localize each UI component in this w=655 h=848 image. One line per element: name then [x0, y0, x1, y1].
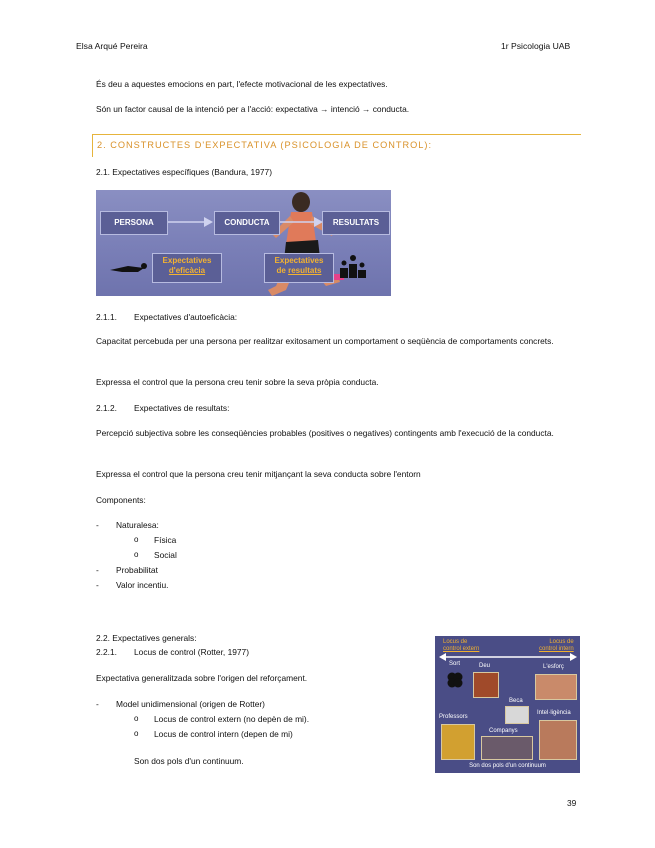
- intelligence-label: Intel·ligència: [537, 710, 571, 716]
- locus-intern-label: [539, 639, 574, 653]
- persona-box: PERSONA: [100, 211, 168, 235]
- bandura-figure: [96, 190, 391, 296]
- header-author: Elsa Arqué Pereira: [76, 41, 148, 51]
- locus-extern: Locus de control extern (no depèn de mi).: [154, 714, 310, 724]
- locus-intern-line-2: control intern: [539, 646, 574, 652]
- figure-caption: Son dos pols d'un continuum: [469, 763, 546, 769]
- classmates-image: [481, 736, 533, 760]
- conducta-box: CONDUCTA: [214, 211, 280, 235]
- page-number: 39: [567, 798, 577, 808]
- intro-paragraph-1: És deu a aquestes emocions en part, l'efecte motivacional de les expectatives.: [96, 79, 388, 89]
- results-line-2-prefix: de: [276, 266, 289, 275]
- companys-label: Companys: [489, 728, 518, 734]
- list-dash: -: [96, 520, 99, 530]
- list-dash: -: [96, 565, 99, 575]
- list-dash: -: [96, 699, 99, 709]
- effort-image: [535, 674, 577, 700]
- continuum-note: Son dos pols d'un continuum.: [134, 756, 244, 766]
- efficacy-expectations-box: [152, 253, 222, 283]
- god-image: [473, 672, 499, 698]
- results-definition: Percepció subjectiva sobre les conseqüències probables (positives o negatives) contingents amb l'execució de la conducta.: [96, 428, 554, 438]
- resultats-box: RESULTATS: [322, 211, 390, 235]
- professors-image: [441, 724, 475, 760]
- beca-label: Beca: [509, 698, 523, 704]
- locus-definition: Expectativa generalitzada sobre l'origen del reforçament.: [96, 673, 308, 683]
- subsection-2-2-heading: 2.2. Expectatives generals:: [96, 633, 197, 643]
- subsection-2-1-heading: 2.1. Expectatives específiques (Bandura, 1977): [96, 167, 272, 177]
- arrow-right-icon: [280, 216, 324, 228]
- subsection-2-2-1-number: 2.2.1.: [96, 647, 117, 657]
- list-subitem-social: Social: [154, 550, 177, 560]
- subsection-2-1-2-number: 2.1.2.: [96, 403, 117, 413]
- list-item-probabilitat: Probabilitat: [116, 565, 158, 575]
- model-unidimensional: Model unidimensional (origen de Rotter): [116, 699, 265, 709]
- self-efficacy-control: Expressa el control que la persona creu tenir sobre la seva pròpia conducta.: [96, 377, 379, 387]
- list-bullet-o: o: [134, 714, 139, 723]
- list-dash: -: [96, 580, 99, 590]
- results-expectations-box: [264, 253, 334, 283]
- sort-label: Sort: [449, 661, 461, 667]
- components-label: Components:: [96, 495, 146, 505]
- list-item-naturalesa: Naturalesa:: [116, 520, 159, 530]
- clover-icon: [445, 670, 465, 690]
- professors-label: Professors: [439, 714, 468, 720]
- deu-label: Deu: [479, 663, 491, 669]
- locus-intern-line-1: Locus de: [549, 639, 574, 645]
- subsection-2-2-1-title: Locus de control (Rotter, 1977): [134, 647, 249, 657]
- intelligence-image: [539, 720, 577, 760]
- locus-extern-line-2: control extern: [443, 646, 480, 652]
- swimmer-icon: [108, 260, 148, 276]
- subsection-2-1-2-title: Expectatives de resultats:: [134, 403, 230, 413]
- list-item-valor-incentiu: Valor incentiu.: [116, 580, 169, 590]
- esforc-label: L'esforç: [543, 664, 564, 670]
- list-bullet-o: o: [134, 550, 139, 559]
- double-arrow-icon: [439, 653, 577, 661]
- efficacy-line-2: d'eficàcia: [168, 266, 206, 275]
- locus-intern: Locus de control intern (depen de mi): [154, 729, 293, 739]
- results-control: Expressa el control que la persona creu tenir mitjançant la seva conducta sobre l'entorn: [96, 469, 421, 479]
- list-bullet-o: o: [134, 729, 139, 738]
- results-line-2: resultats: [288, 266, 322, 275]
- results-line-1: Expectatives: [274, 256, 324, 265]
- section-2-heading: 2. CONSTRUCTES D'EXPECTATIVA (PSICOLOGIA DE CONTROL):: [97, 140, 433, 150]
- header-course: 1r Psicologia UAB: [501, 41, 571, 51]
- efficacy-line-1: Expectatives: [162, 256, 212, 265]
- intro-paragraph-2: Són un factor causal de la intenció per a l'acció: expectativa → intenció → conducta.: [96, 104, 410, 114]
- arrow-right-icon: [168, 216, 214, 228]
- locus-of-control-figure: [435, 636, 580, 773]
- scholarship-image: [505, 706, 529, 724]
- subsection-2-1-1-number: 2.1.1.: [96, 312, 117, 322]
- subsection-2-1-1-title: Expectatives d'autoeficàcia:: [134, 312, 238, 322]
- podium-icon: [338, 254, 368, 278]
- locus-extern-line-1: Locus de: [443, 639, 468, 645]
- self-efficacy-definition: Capacitat percebuda per una persona per realitzar exitosament un comportament o seqüència de comportaments concrets.: [96, 336, 554, 346]
- list-subitem-fisica: Física: [154, 535, 177, 545]
- locus-extern-label: [443, 639, 479, 653]
- list-bullet-o: o: [134, 535, 139, 544]
- section-2-heading-box: [92, 134, 581, 157]
